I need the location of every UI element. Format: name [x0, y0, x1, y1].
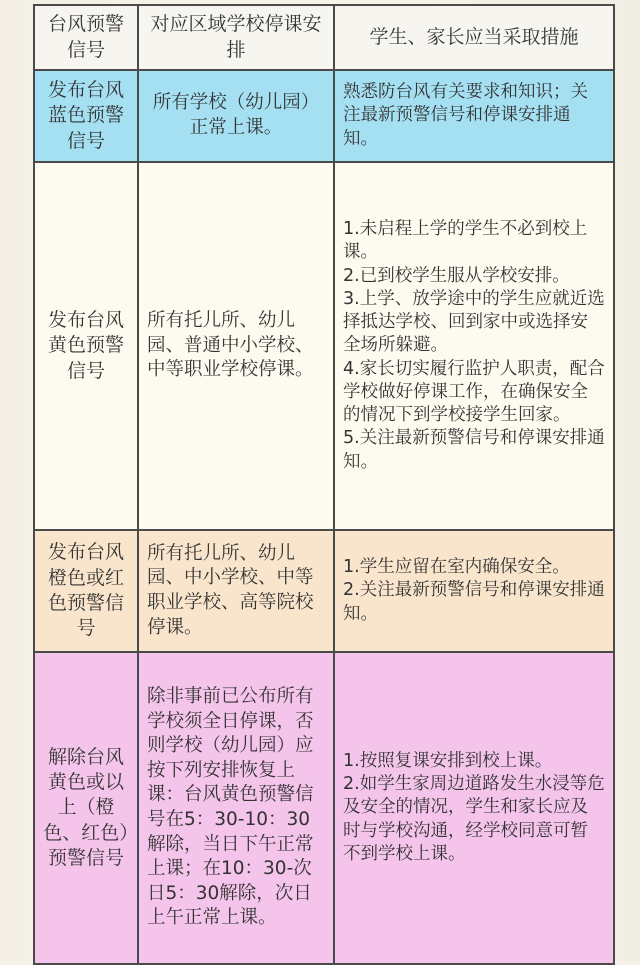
- table-header-row: [34, 5, 614, 70]
- header-signal: 台风预警信号: [34, 5, 138, 70]
- signal-cell: 发布台风橙色或红色预警信号: [34, 530, 138, 652]
- header-measures: 学生、家长应当采取措施: [334, 5, 614, 70]
- measure-item: 2.如学生家周边道路发生水浸等危及安全的情况，学生和家长应及时与学校沟通，经学校同意可暂不到学校上课。: [343, 774, 605, 864]
- measure-item: 2.关注最新预警信号和停课安排通知。: [343, 580, 605, 624]
- measures-cell: [334, 162, 614, 530]
- row-yellow-warning: [34, 162, 614, 530]
- signal-cell: 发布台风黄色预警信号: [34, 162, 138, 530]
- signal-cell: 解除台风黄色或以上（橙色、红色）预警信号: [34, 652, 138, 964]
- measures-cell: [334, 652, 614, 964]
- arrangement-cell: 除非事前已公布所有学校须全日停课，否则学校（幼儿园）应按下列安排恢复上课：台风黄色预警信号在5：30-10：30解除，当日下午正常上课；在10：30-次日5：30解除，次日上午正常上课。: [138, 652, 334, 964]
- measure-item: 熟悉防台风有关要求和知识；关注最新预警信号和停课安排通知。: [343, 82, 588, 149]
- arrangement-cell: 所有学校（幼儿园）正常上课。: [138, 70, 334, 162]
- row-blue-warning: [34, 70, 614, 162]
- row-warning-lifted: [34, 652, 614, 964]
- measure-item: 1.按照复课安排到校上课。: [343, 750, 553, 771]
- measure-item: 1.学生应留在室内确保安全。: [343, 557, 570, 578]
- row-orange-red-warning: [34, 530, 614, 652]
- measure-item: 3.上学、放学途中的学生应就近选择抵达学校、回到家中或选择安全场所躲避。: [343, 288, 605, 356]
- measures-cell: [334, 530, 614, 652]
- arrangement-cell: 所有托儿所、幼儿园、中小学校、中等职业学校、高等院校停课。: [138, 530, 334, 652]
- typhoon-school-table: [33, 4, 615, 965]
- measures-cell: [334, 70, 614, 162]
- header-arrangement: 对应区域学校停课安排: [138, 5, 334, 70]
- signal-cell: 发布台风蓝色预警信号: [34, 70, 138, 162]
- measure-item: 1.未启程上学的学生不必到校上课。: [343, 219, 588, 263]
- arrangement-cell: 所有托儿所、幼儿园、普通中小学校、中等职业学校停课。: [138, 162, 334, 530]
- measure-item: 4.家长切实履行监护人职责，配合学校做好停课工作，在确保安全的情况下到学校接学生回家。: [343, 358, 605, 426]
- measure-item: 5.关注最新预警信号和停课安排通知。: [343, 428, 605, 472]
- measure-item: 2.已到校学生服从学校安排。: [343, 265, 570, 286]
